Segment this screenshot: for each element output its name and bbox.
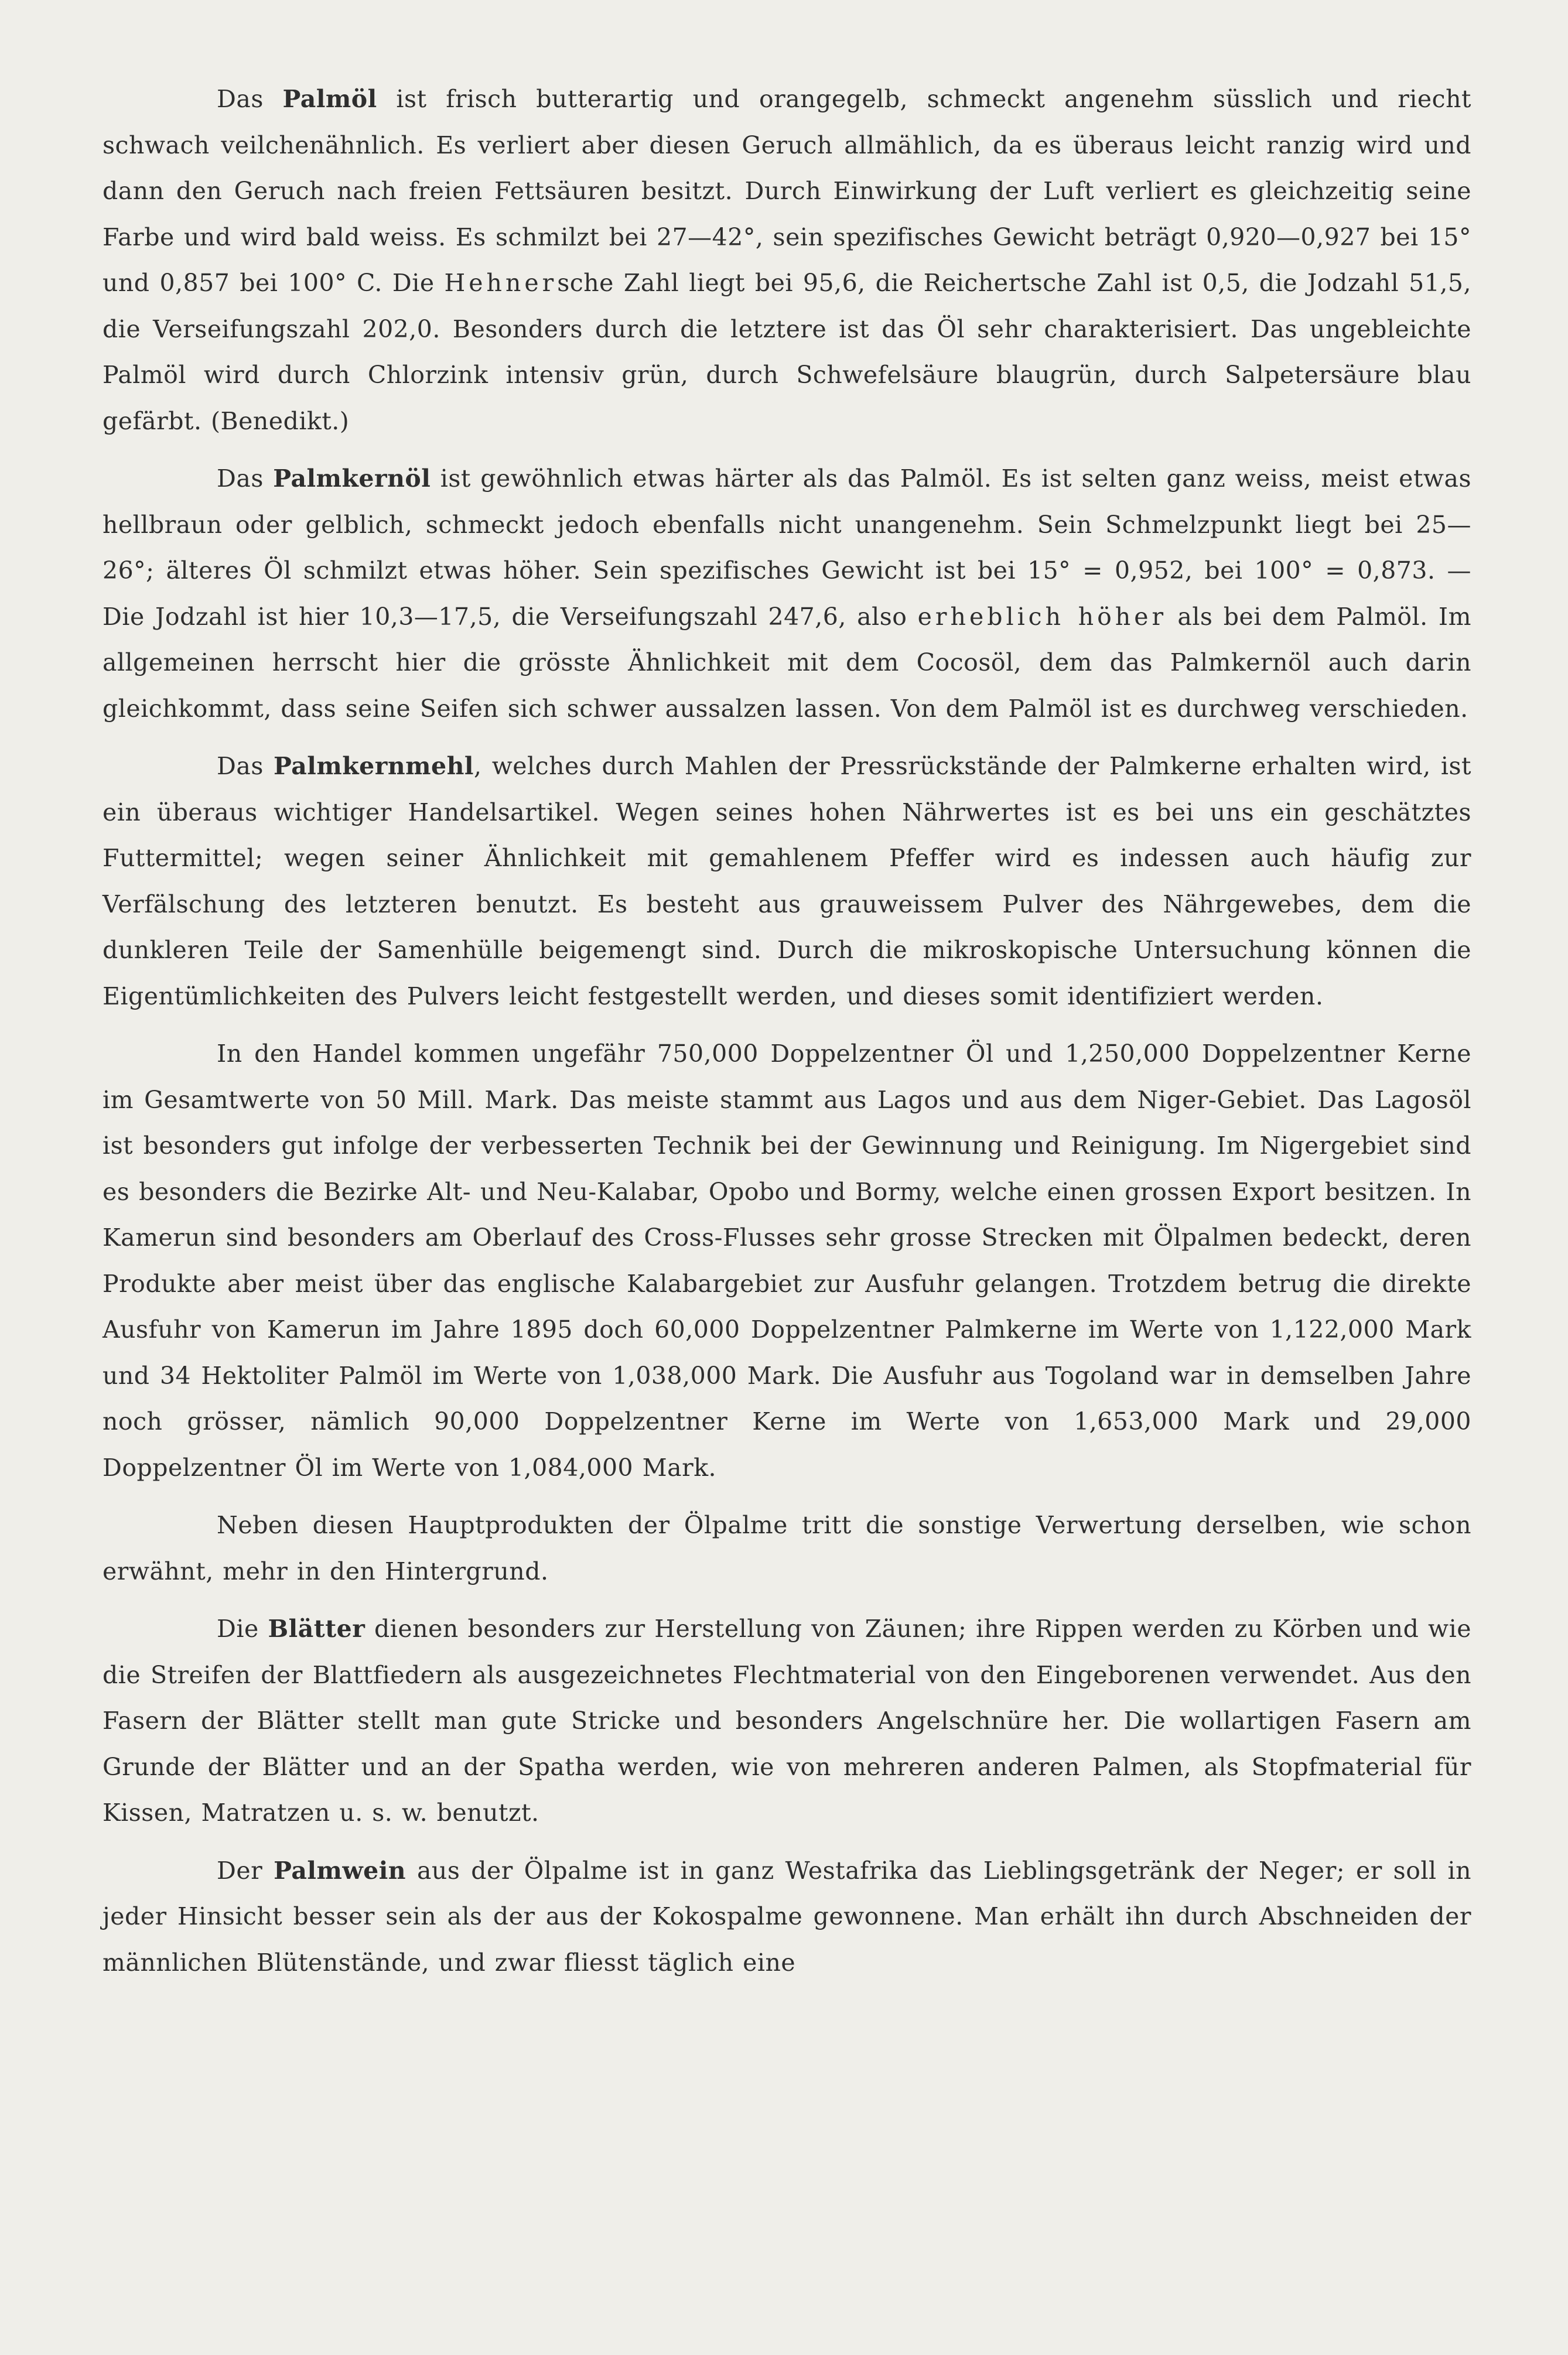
bold-term: Palmöl xyxy=(282,85,377,113)
paragraph-gap xyxy=(103,444,1471,456)
paragraph xyxy=(103,1502,1471,1594)
text-run: Der xyxy=(217,1856,274,1885)
paragraph xyxy=(103,456,1471,732)
paragraph-gap xyxy=(103,1019,1471,1031)
text-run: Das xyxy=(217,464,274,493)
text-run: dienen besonders zur Herstellung von Zäunen; ihre Rippen werden zu Körben und wie die Streifen der Blattfiedern als ausgezeichnetes Flechtmaterial von den Eingeborenen verwendet. Aus den Fasern der Blätter stellt man gute Stricke und besonders Angelschnüre her. Die wollartigen Fasern am Grunde der Blätter und an der Spatha werden, wie von mehreren anderen Palmen, als Stopfmaterial für Kissen, Matratzen u. s. w. benutzt. xyxy=(103,1615,1471,1827)
paragraph-gap xyxy=(103,732,1471,743)
paragraph-gap xyxy=(103,1491,1471,1502)
paragraph-gap xyxy=(103,1836,1471,1848)
bold-term: Palmkernmehl xyxy=(274,752,474,780)
text-run: , welches durch Mahlen der Pressrückstände der Palmkerne erhalten wird, ist ein überaus wichtiger Handelsartikel. Wegen seines hohen Nährwertes ist es bei uns ein geschätztes Futtermittel; wegen seiner Ähnlichkeit mit gemahlenem Pfeffer wird es indessen auch häufig zur Verfälschung des letzteren benutzt. Es besteht aus grauweissem Pulver des Nährgewebes, dem die dunkleren Teile der Samenhülle beigemengt sind. Durch die mikroskopische Untersuchung können die Eigentümlichkeiten des Pulvers leicht festgestellt werden, und dieses somit identifiziert werden. xyxy=(103,752,1471,1010)
paragraph-gap xyxy=(103,1594,1471,1606)
spaced-emphasis: Hehner xyxy=(444,269,558,297)
paragraph xyxy=(103,1848,1471,1986)
text-run: Das xyxy=(217,752,274,780)
text-run: als bei dem Palmöl. Im allgemeinen herrscht hier die grösste Ähnlichkeit mit dem Cocosöl, dem das Palmkernöl auch darin gleichkommt, dass seine Seifen sich schwer aussalzen lassen. Von dem Palmöl ist es durchweg verschieden. xyxy=(103,602,1471,723)
paragraph xyxy=(103,1606,1471,1836)
text-run: aus der Ölpalme ist in ganz Westafrika das Lieblingsgetränk der Neger; er soll in jeder Hinsicht besser sein als der aus der Kokospalme gewonnene. Man erhält ihn durch Abschneiden der männlichen Blütenstände, und zwar fliesst täglich eine xyxy=(103,1856,1471,1977)
paragraph xyxy=(103,1031,1471,1491)
text-run: In den Handel kommen ungefähr 750,000 Doppelzentner Öl und 1,250,000 Doppelzentner Kerne im Gesamtwerte von 50 Mill. Mark. Das meiste stammt aus Lagos und aus dem Niger-Gebiet. Das Lagosöl ist besonders gut infolge der verbesserten Technik bei der Gewinnung und Reinigung. Im Nigergebiet sind es besonders die Bezirke Alt- und Neu-Kalabar, Opobo und Bormy, welche einen grossen Export besitzen. In Kamerun sind besonders am Oberlauf des Cross-Flusses sehr grosse Strecken mit Ölpalmen bedeckt, deren Produkte aber meist über das englische Kalabargebiet zur Ausfuhr gelangen. Trotzdem betrug die direkte Ausfuhr von Kamerun im Jahre 1895 doch 60,000 Doppelzentner Palmkerne im Werte von 1,122,000 Mark und 34 Hektoliter Palmöl im Werte von 1,038,000 Mark. Die Ausfuhr aus Togoland war in demselben Jahre noch grösser, nämlich 90,000 Doppelzentner Kerne im Werte von 1,653,000 Mark und 29,000 Doppelzentner Öl im Werte von 1,084,000 Mark. xyxy=(103,1040,1471,1482)
text-run: Das xyxy=(217,85,283,113)
paragraph xyxy=(103,76,1471,444)
text-run: ist frisch butterartig und orangegelb, schmeckt angenehm süsslich und riecht schwach veilchenähnlich. Es verliert aber diesen Geruch allmählich, da es überaus leicht ranzig wird und dann den Geruch nach freien Fettsäuren besitzt. Durch Einwirkung der Luft verliert es gleichzeitig seine Farbe und wird bald weiss. Es schmilzt bei 27—42°, sein spezifisches Gewicht beträgt 0,920—0,927 bei 15° und 0,857 bei 100° C. Die xyxy=(103,85,1472,297)
text-run: ist gewöhnlich etwas härter als das Palmöl. Es ist selten ganz weiss, meist etwas hellbraun oder gelblich, schmeckt jedoch ebenfalls nicht unangenehm. Sein Schmelzpunkt liegt bei 25—26°; älteres Öl schmilzt etwas höher. Sein spezifisches Gewicht ist bei 15° = 0,952, bei 100° = 0,873. — Die Jodzahl ist hier 10,3—17,5, die Verseifungszahl 247,6, also xyxy=(103,464,1471,631)
text-run: Neben diesen Hauptprodukten der Ölpalme tritt die sonstige Verwertung derselben, wie schon erwähnt, mehr in den Hintergrund. xyxy=(103,1511,1471,1585)
text-run: Die xyxy=(217,1615,268,1643)
paragraph xyxy=(103,743,1471,1019)
bold-term: Palmkernöl xyxy=(273,464,431,493)
bold-term: Blätter xyxy=(268,1615,365,1643)
bold-term: Palmwein xyxy=(274,1856,406,1885)
text-body xyxy=(103,76,1471,1985)
text-run: sche Zahl liegt bei 95,6, die Reichertsche Zahl ist 0,5, die Jodzahl 51,5, die Verseifungszahl 202,0. Besonders durch die letztere ist das Öl sehr charakterisiert. Das ungebleichte Palmöl wird durch Chlorzink intensiv grün, durch Schwefelsäure blaugrün, durch Salpetersäure blau gefärbt. (Benedikt.) xyxy=(103,269,1471,435)
spaced-emphasis: erheblich höher xyxy=(917,602,1167,631)
